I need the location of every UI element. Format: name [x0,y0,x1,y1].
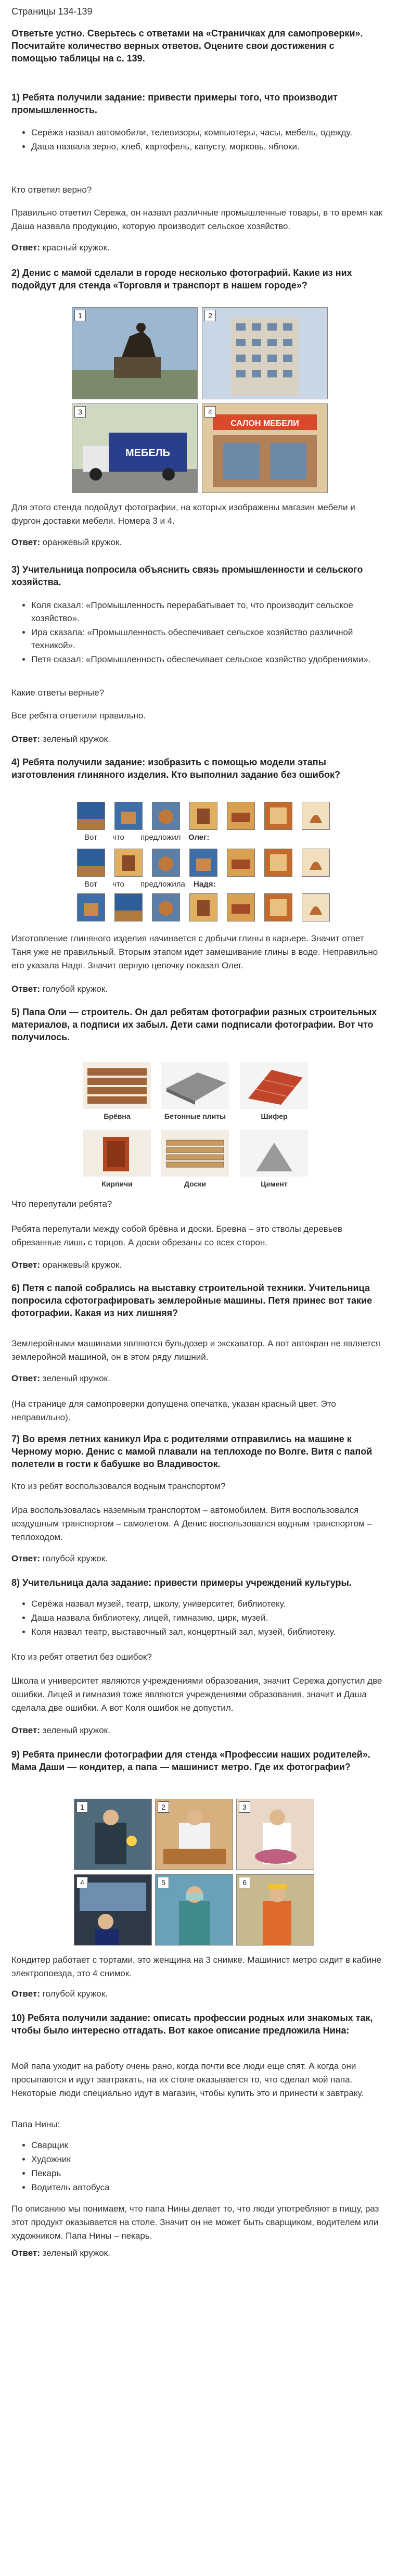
answer-label: Ответ: [11,1554,40,1563]
strip-caption-word: Вот [84,880,97,889]
q8-list [11,1597,385,1639]
profession-photo [74,1799,152,1870]
q1-question: Кто ответил верно? [11,185,92,195]
material-label: Доски [184,1180,206,1188]
q9-title: 9) Ребята принесли фотографии для стенда «Профессии наших родителей». Мама Даши — кондитер, а папа — машинист метро. Где их фотографии? [11,1749,370,1772]
photo-number: 2 [158,1801,169,1813]
strip-image [114,802,143,830]
profession-photo [155,1874,233,1946]
photo-monument [72,307,198,399]
q1-answer [11,243,110,253]
list-item: • Петя сказал: «Промышленность обеспечивает сельское хозяйство удобрениями». [31,653,385,666]
answer-value: оранжевый кружок. [42,1260,122,1270]
material-boards-image [161,1130,229,1177]
q2-answer [11,537,122,548]
photo-number: 2 [204,310,216,321]
q3-explanation: Все ребята ответили правильно. [11,711,146,721]
list-item: • Даша назвала библиотеку, лицей, гимназию, цирк, музей. [31,1611,385,1624]
q8-title: 8) Учительница дала задание: привести примеры учреждений культуры. [11,1577,352,1588]
answer-value: зеленый кружок. [42,734,110,744]
answer-value: зеленый кружок. [42,2248,110,2258]
profession-photo [155,1799,233,1870]
q5-explanation: Ребята перепутали между собой брёвна и доски. Бревна – это стволы деревьев обрезанные лишь с торцов. А доски обрезаны со всех сторон. [11,1224,343,1247]
strip-image [302,893,330,921]
q3-title: 3) Учительница попросила объяснить связь промышленности и сельского хозяйства. [11,564,363,587]
strip-image [77,802,105,830]
strip-image [77,849,105,877]
q1-explanation: Правильно ответил Сережа, он назвал различные промышленные товары, в то время как Даша назвала продукцию, которую производит сельское хозяйство. [11,208,383,231]
answer-value: оранжевый кружок. [42,537,122,547]
list-item: • Ира сказала: «Промышленность обеспечивает сельское хозяйство различной техникой». [31,626,385,652]
q1-title: 1) Ребята получили задание: привести примеры того, что производит промышленность. [11,92,338,115]
q3-answer [11,734,110,744]
answer-value: зеленый кружок. [42,1373,110,1383]
q10-list [11,2139,385,2195]
strip-caption-word: что [112,833,124,842]
q7-answer [11,1554,108,1564]
photo-number: 4 [204,406,216,418]
strip-caption-word: предложил [140,833,181,842]
material-label: Шифер [261,1112,288,1120]
answer-label: Ответ: [11,1373,40,1383]
strip-image [227,893,255,921]
profession-photo [236,1874,314,1946]
material-bricks-image [83,1130,151,1177]
answer-value: голубой кружок. [42,984,108,994]
material-label: Цемент [261,1180,288,1188]
q4-answer [11,984,108,994]
photo-number: 1 [74,310,86,321]
q7-explanation: Ира воспользовалась наземным транспортом – автомобилем. Витя воспользовался воздушным транспортом – самолетом. А Денис воспользовался водным транспортом – теплоходом. [11,1505,373,1542]
answer-value: голубой кружок. [42,1989,108,1999]
q5-title: 5) Папа Оли — строитель. Он дал ребятам фотографии разных строительных материалов, а подписи их забыл. Дети сами подписали фотографии. Вот что получилось. [11,1007,377,1042]
photo-building [202,307,328,399]
strip-image [114,893,143,921]
q2-explanation: Для этого стенда подойдут фотографии, на которых изображены магазин мебели и фургон доставки мебели. Номера 3 и 4. [11,502,355,526]
q9-explanation: Кондитер работает с тортами, это женщина на 3 снимке. Машинист метро сидит в кабине электропоезда, это 4 снимок. [11,1955,382,1978]
strip-image [114,849,143,877]
q4-explanation: Изготовление глиняного изделия начинается с добычи глины в карьере. Значит ответ Таня уже не правильный. Вторым этапом идет замешивание глины в воде. Неправильно его указала Надя. Значит верную цепочку показал Олег. [11,933,378,970]
list-item: • Пекарь [31,2167,385,2180]
answer-value: зеленый кружок. [42,1725,110,1735]
answer-label: Ответ: [11,1989,40,1999]
q10-title: 10) Ребята получили задание: описать профессии родных или знакомых так, чтобы было интересно отгадать. Вот какое описание предложила Нина: [11,2013,373,2036]
photo-truck [72,403,198,493]
material-cement-image [240,1130,308,1177]
strip-image [189,893,217,921]
strip-image [152,849,180,877]
list-item: • Даша назвала зерно, хлеб, картофель, капусту, морковь, яблоки. [31,140,385,153]
q8-answer [11,1725,110,1736]
strip-caption-word: Олег: [188,833,210,842]
q6-note: (На странице для самопроверки допущена опечатка, указан красный цвет. Это неправильно). [11,1399,336,1422]
intro-text: Ответьте устно. Сверьтесь с ответами на «Страничках для самопроверки». Посчитайте количество верных ответов. Оцените свои достижения с помощью таблицы на с. 139. [11,28,363,64]
strip-image [189,849,217,877]
answer-label: Ответ: [11,243,40,252]
q3-question: Какие ответы верные? [11,688,105,698]
list-item: • Сварщик [31,2139,385,2152]
q3-list [11,599,385,667]
answer-label: Ответ: [11,734,40,744]
answer-label: Ответ: [11,2248,40,2258]
q6-explanation: Землеройными машинами являются бульдозер и экскаватор. А вот автокран не является землеройной машиной, он в этом ряду лишний. [11,1338,380,1362]
q8-question: Кто из ребят ответил без ошибок? [11,1652,152,1662]
photo-number: 3 [239,1801,250,1813]
monument-image [72,308,197,399]
answer-label: Ответ: [11,1725,40,1735]
q5-answer [11,1260,122,1270]
strip-image [189,802,217,830]
list-item: • Серёжа назвал музей, театр, школу, университет, библиотеку. [31,1597,385,1610]
photo-store [202,403,328,493]
material-label: Кирпичи [101,1180,133,1188]
q6-answer [11,1373,110,1384]
photo-number: 6 [239,1877,250,1888]
strip-image [152,802,180,830]
strip-image [264,802,292,830]
strip-image [302,849,330,877]
strip-image [264,849,292,877]
answer-value: красный кружок. [42,243,110,252]
material-logs-image [83,1062,151,1109]
profession-photo [74,1874,152,1946]
truck-logo-text: МЕБЕЛЬ [125,447,171,459]
answer-label: Ответ: [11,537,40,547]
list-item: • Серёжа назвал автомобили, телевизоры, компьютеры, часы, мебель, одежду. [31,126,385,139]
strip-image [302,802,330,830]
list-item: • Водитель автобуса [31,2181,385,2194]
breadcrumb: Страницы 134-139 [11,6,93,17]
q9-answer [11,1989,108,1999]
photo-number: 5 [158,1877,169,1888]
material-label: Брёвна [104,1112,131,1120]
material-slabs-image [161,1062,229,1109]
strip-caption-word: Вот [84,833,97,842]
q10-explanation: По описанию мы понимаем, что папа Нины делает то, что люди употребляют в пищу, раз этот продукт оказывается на столе. Значит он не может быть сварщиком, водителем или художником. Папа Нины – пекарь. [11,2204,379,2241]
q1-list [11,126,385,154]
answer-label: Ответ: [11,1260,40,1270]
answer-value: голубой кружок. [42,1554,108,1563]
answer-label: Ответ: [11,984,40,994]
strip-image [264,893,292,921]
truck-image [72,404,197,493]
q8-explanation: Школа и университет являются учреждениями образования, значит Сережа допустил две ошибки. Лицей и гимназия тоже являются учреждениями образования, значит и Даша сделала две ошибки. А вот Коля ошибок не допустил. [11,1676,382,1713]
q10-text: Мой папа уходит на работу очень рано, когда почти все люди еще спят. А когда они просыпаются и идут завтракать, на их столе оказывается то, что сделал мой папа. Некоторые люди специально идут в магазин, чтобы купить это и принести к завтраку. [11,2061,364,2098]
q10-answer [11,2248,110,2258]
material-slate-image [240,1062,308,1109]
photo-number: 1 [76,1801,88,1813]
photo-number: 3 [74,406,86,418]
strip-caption-word: Надя: [194,880,216,889]
q7-question: Кто из ребят воспользовался водным транспортом? [11,1481,226,1491]
store-sign-text: САЛОН МЕБЕЛИ [230,419,299,428]
q6-title: 6) Петя с папой собрались на выставку строительной техники. Учительница попросила сфотографировать землеройные машины. Петя принес вот такие фотографии. Какая из них лишняя? [11,1283,373,1318]
material-label: Бетонные плиты [164,1112,226,1120]
strip-caption-word: что [112,880,124,889]
store-image [202,404,327,493]
strip-image [227,802,255,830]
strip-image [77,893,105,921]
photo-number: 4 [76,1877,88,1888]
strip-image [227,849,255,877]
list-item: • Художник [31,2153,385,2166]
q7-title: 7) Во время летних каникул Ира с родителями отправились на машине к Черному морю. Денис с мамой плавали на теплоходе по Волге. Витя с папой полетели в гости к бабушке во Владивосток. [11,1434,373,1469]
q2-title: 2) Денис с мамой сделали в городе несколько фотографий. Какие из них подойдут для стенда «Торговля и транспорт в нашем городе»? [11,268,352,291]
profession-photo [236,1799,314,1870]
list-item: • Коля сказал: «Промышленность перерабатывает то, что производит сельское хозяйство». [31,599,385,625]
building-image [202,308,327,399]
strip-caption-word: предложила [140,880,185,889]
q5-question: Что перепутали ребята? [11,1199,112,1209]
strip-image [152,893,180,921]
q4-title: 4) Ребята получили задание: изобразить с помощью модели этапы изготовления глиняного изделия. Кто выполнил задание без ошибок? [11,757,340,780]
list-item: • Коля назвал театр, выставочный зал, концертный зал, музей, библиотеку. [31,1625,385,1638]
q10-question: Папа Нины: [11,2119,60,2129]
